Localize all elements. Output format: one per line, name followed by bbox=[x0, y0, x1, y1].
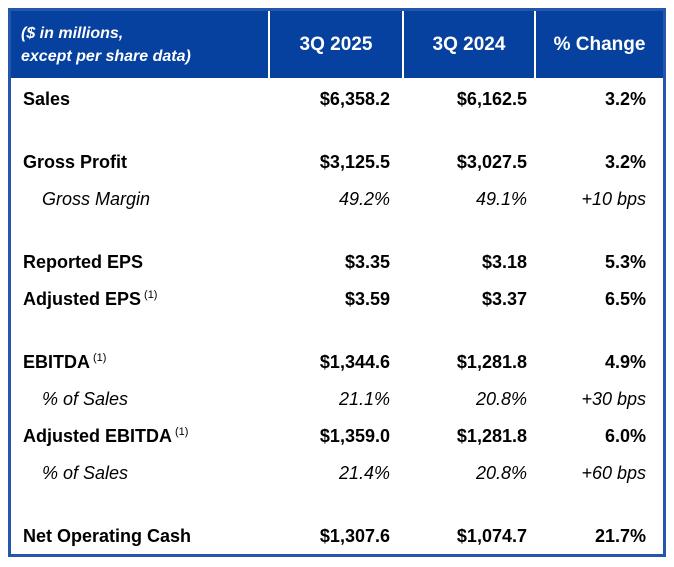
footnote-marker: (1) bbox=[93, 352, 107, 364]
row-label: Gross Profit bbox=[23, 152, 128, 172]
column-header-percent-change: % Change bbox=[534, 11, 663, 78]
value-3q2024: $3.18 bbox=[481, 252, 527, 272]
units-note-line2: except per share data) bbox=[21, 47, 191, 65]
value-percent-change: 4.9% bbox=[604, 352, 646, 372]
value-3q2025: $6,358.2 bbox=[319, 89, 390, 109]
units-note-line1: ($ in millions, bbox=[21, 24, 124, 42]
value-3q2025: $3,125.5 bbox=[319, 152, 390, 172]
value-percent-change: 6.5% bbox=[604, 289, 646, 309]
footnote-marker: (1) bbox=[144, 289, 158, 301]
value-3q2025: $1,344.6 bbox=[319, 352, 390, 372]
value-3q2025: $3.59 bbox=[344, 289, 390, 309]
units-note bbox=[11, 11, 268, 78]
table-row bbox=[11, 455, 663, 492]
value-percent-change: +60 bps bbox=[581, 463, 646, 483]
table-header bbox=[11, 11, 663, 78]
value-3q2024: $3.37 bbox=[481, 289, 527, 309]
value-percent-change: +10 bps bbox=[581, 189, 646, 209]
value-percent-change: 3.2% bbox=[604, 89, 646, 109]
table-row bbox=[11, 344, 663, 381]
value-percent-change: 3.2% bbox=[604, 152, 646, 172]
value-percent-change: 21.7% bbox=[594, 526, 646, 546]
row-label: % of Sales bbox=[42, 389, 129, 409]
value-3q2024: $6,162.5 bbox=[456, 89, 527, 109]
value-3q2024: $3,027.5 bbox=[456, 152, 527, 172]
value-3q2025: $1,307.6 bbox=[319, 526, 390, 546]
row-label: Sales bbox=[23, 89, 71, 109]
value-3q2025: 49.2% bbox=[338, 189, 390, 209]
value-3q2024: 49.1% bbox=[475, 189, 527, 209]
row-label: % of Sales bbox=[42, 463, 129, 483]
value-3q2024: $1,074.7 bbox=[456, 526, 527, 546]
row-label: Gross Margin bbox=[42, 189, 151, 209]
column-header-3q2024: 3Q 2024 bbox=[402, 11, 534, 78]
value-3q2025: $3.35 bbox=[344, 252, 390, 272]
value-3q2025: $1,359.0 bbox=[319, 426, 390, 446]
value-3q2024: 20.8% bbox=[475, 389, 527, 409]
table-body bbox=[11, 78, 663, 555]
table-row bbox=[11, 144, 663, 181]
row-label: Reported EPS bbox=[23, 252, 144, 272]
value-3q2025: 21.4% bbox=[338, 463, 390, 483]
financial-summary-table bbox=[8, 8, 666, 557]
footnote-marker: (1) bbox=[175, 426, 189, 438]
table-row bbox=[11, 418, 663, 455]
table-row bbox=[11, 244, 663, 281]
table-row bbox=[11, 181, 663, 218]
value-percent-change: 6.0% bbox=[604, 426, 646, 446]
row-label: Net Operating Cash bbox=[23, 526, 192, 546]
value-3q2024: $1,281.8 bbox=[456, 426, 527, 446]
row-label: Adjusted EPS $^{(1)}$ bbox=[23, 289, 158, 309]
value-3q2024: $1,281.8 bbox=[456, 352, 527, 372]
row-label: Adjusted EBITDA $^{(1)}$ bbox=[23, 426, 189, 446]
value-percent-change: +30 bps bbox=[581, 389, 646, 409]
table-row bbox=[11, 281, 663, 318]
column-header-3q2025: 3Q 2025 bbox=[268, 11, 402, 78]
value-3q2024: 20.8% bbox=[475, 463, 527, 483]
value-percent-change: 5.3% bbox=[604, 252, 646, 272]
value-3q2025: 21.1% bbox=[338, 389, 390, 409]
row-label: EBITDA $^{(1)}$ bbox=[23, 352, 107, 372]
table-row bbox=[11, 81, 663, 118]
table-row bbox=[11, 381, 663, 418]
table-row bbox=[11, 518, 663, 555]
